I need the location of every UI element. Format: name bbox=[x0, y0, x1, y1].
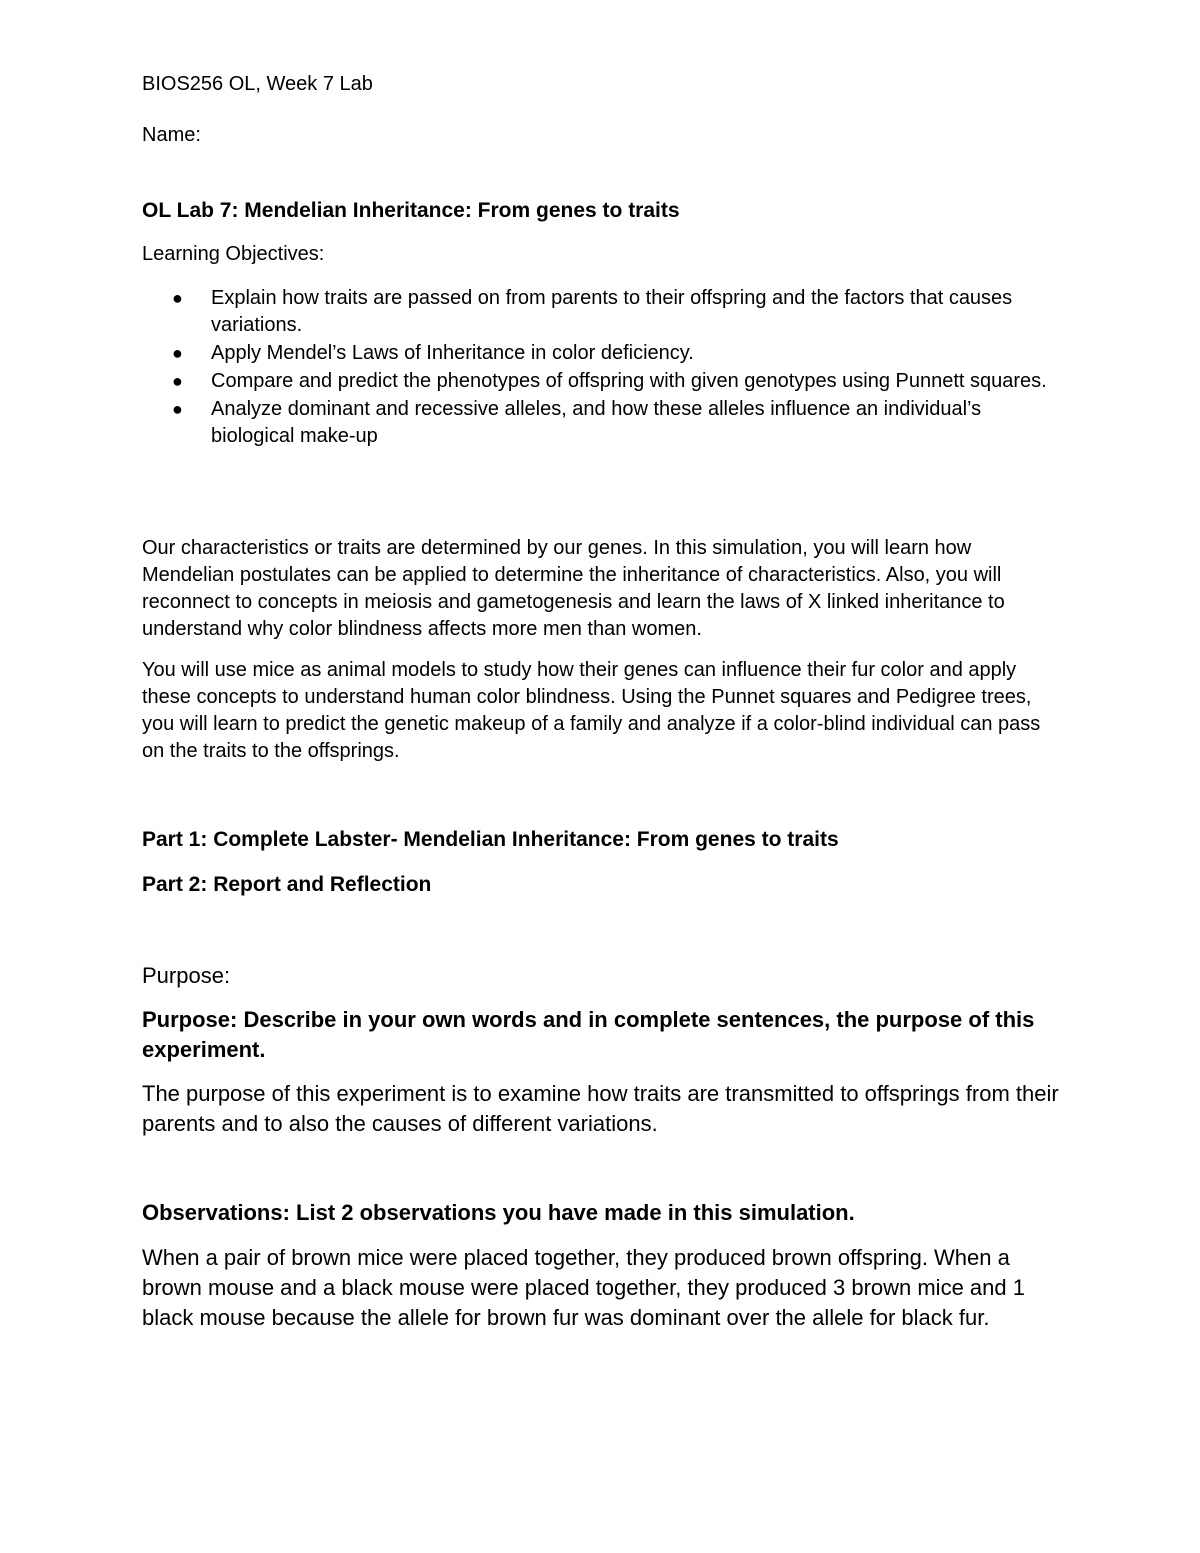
observations-prompt: Observations: List 2 observations you have made in this simulation. bbox=[142, 1200, 855, 1225]
part-2-heading: Part 2: Report and Reflection bbox=[142, 873, 432, 896]
lab-title: OL Lab 7: Mendelian Inheritance: From genes to traits bbox=[142, 199, 680, 222]
objective-text: Apply Mendel’s Laws of Inheritance in color deficiency. bbox=[211, 342, 694, 364]
objectives-list bbox=[142, 285, 1062, 451]
bullet-icon: ● bbox=[172, 288, 183, 308]
bullet-icon: ● bbox=[172, 371, 183, 391]
intro-paragraph-1: Our characteristics or traits are determined by our genes. In this simulation, you will learn how Mendelian postulates can be applied to determine the inheritance of characteristics. Also, you will reconnect to concepts in meiosis and gametogenesis and learn the laws of X linked inheritance to understand why color blindness affects more men than women. bbox=[142, 537, 1005, 640]
objective-item bbox=[142, 368, 1062, 395]
observations-answer: When a pair of brown mice were placed together, they produced brown offspring. When a brown mouse and a black mouse were placed together, they produced 3 brown mice and 1 black mouse because the allele for brown fur was dominant over the allele for black fur. bbox=[142, 1245, 1025, 1330]
objective-text: Compare and predict the phenotypes of offspring with given genotypes using Punnett squares. bbox=[211, 370, 1047, 392]
intro-paragraph-2: You will use mice as animal models to study how their genes can influence their fur color and apply these concepts to understand human color blindness. Using the Punnet squares and Pedigree trees, you will learn to predict the genetic makeup of a family and analyze if a color-blind individual can pass on the traits to the offsprings. bbox=[142, 659, 1041, 762]
purpose-answer: The purpose of this experiment is to examine how traits are transmitted to offsprings from their parents and to also the causes of different variations. bbox=[142, 1081, 1059, 1136]
purpose-prompt: Purpose: Describe in your own words and in complete sentences, the purpose of this experiment. bbox=[142, 1007, 1035, 1062]
course-header: BIOS256 OL, Week 7 Lab bbox=[142, 73, 373, 95]
part-1-heading: Part 1: Complete Labster- Mendelian Inheritance: From genes to traits bbox=[142, 828, 839, 851]
objectives-heading: Learning Objectives: bbox=[142, 243, 325, 265]
objective-item bbox=[142, 396, 1062, 450]
objective-item bbox=[142, 285, 1062, 339]
objective-item bbox=[142, 340, 1062, 367]
bullet-icon: ● bbox=[172, 399, 183, 419]
objective-text: Explain how traits are passed on from parents to their offspring and the factors that causes variations. bbox=[211, 287, 1013, 336]
purpose-label: Purpose: bbox=[142, 963, 231, 988]
bullet-icon: ● bbox=[172, 343, 183, 363]
name-label: Name: bbox=[142, 124, 201, 146]
objective-text: Analyze dominant and recessive alleles, and how these alleles influence an individual’s biological make-up bbox=[211, 398, 982, 447]
